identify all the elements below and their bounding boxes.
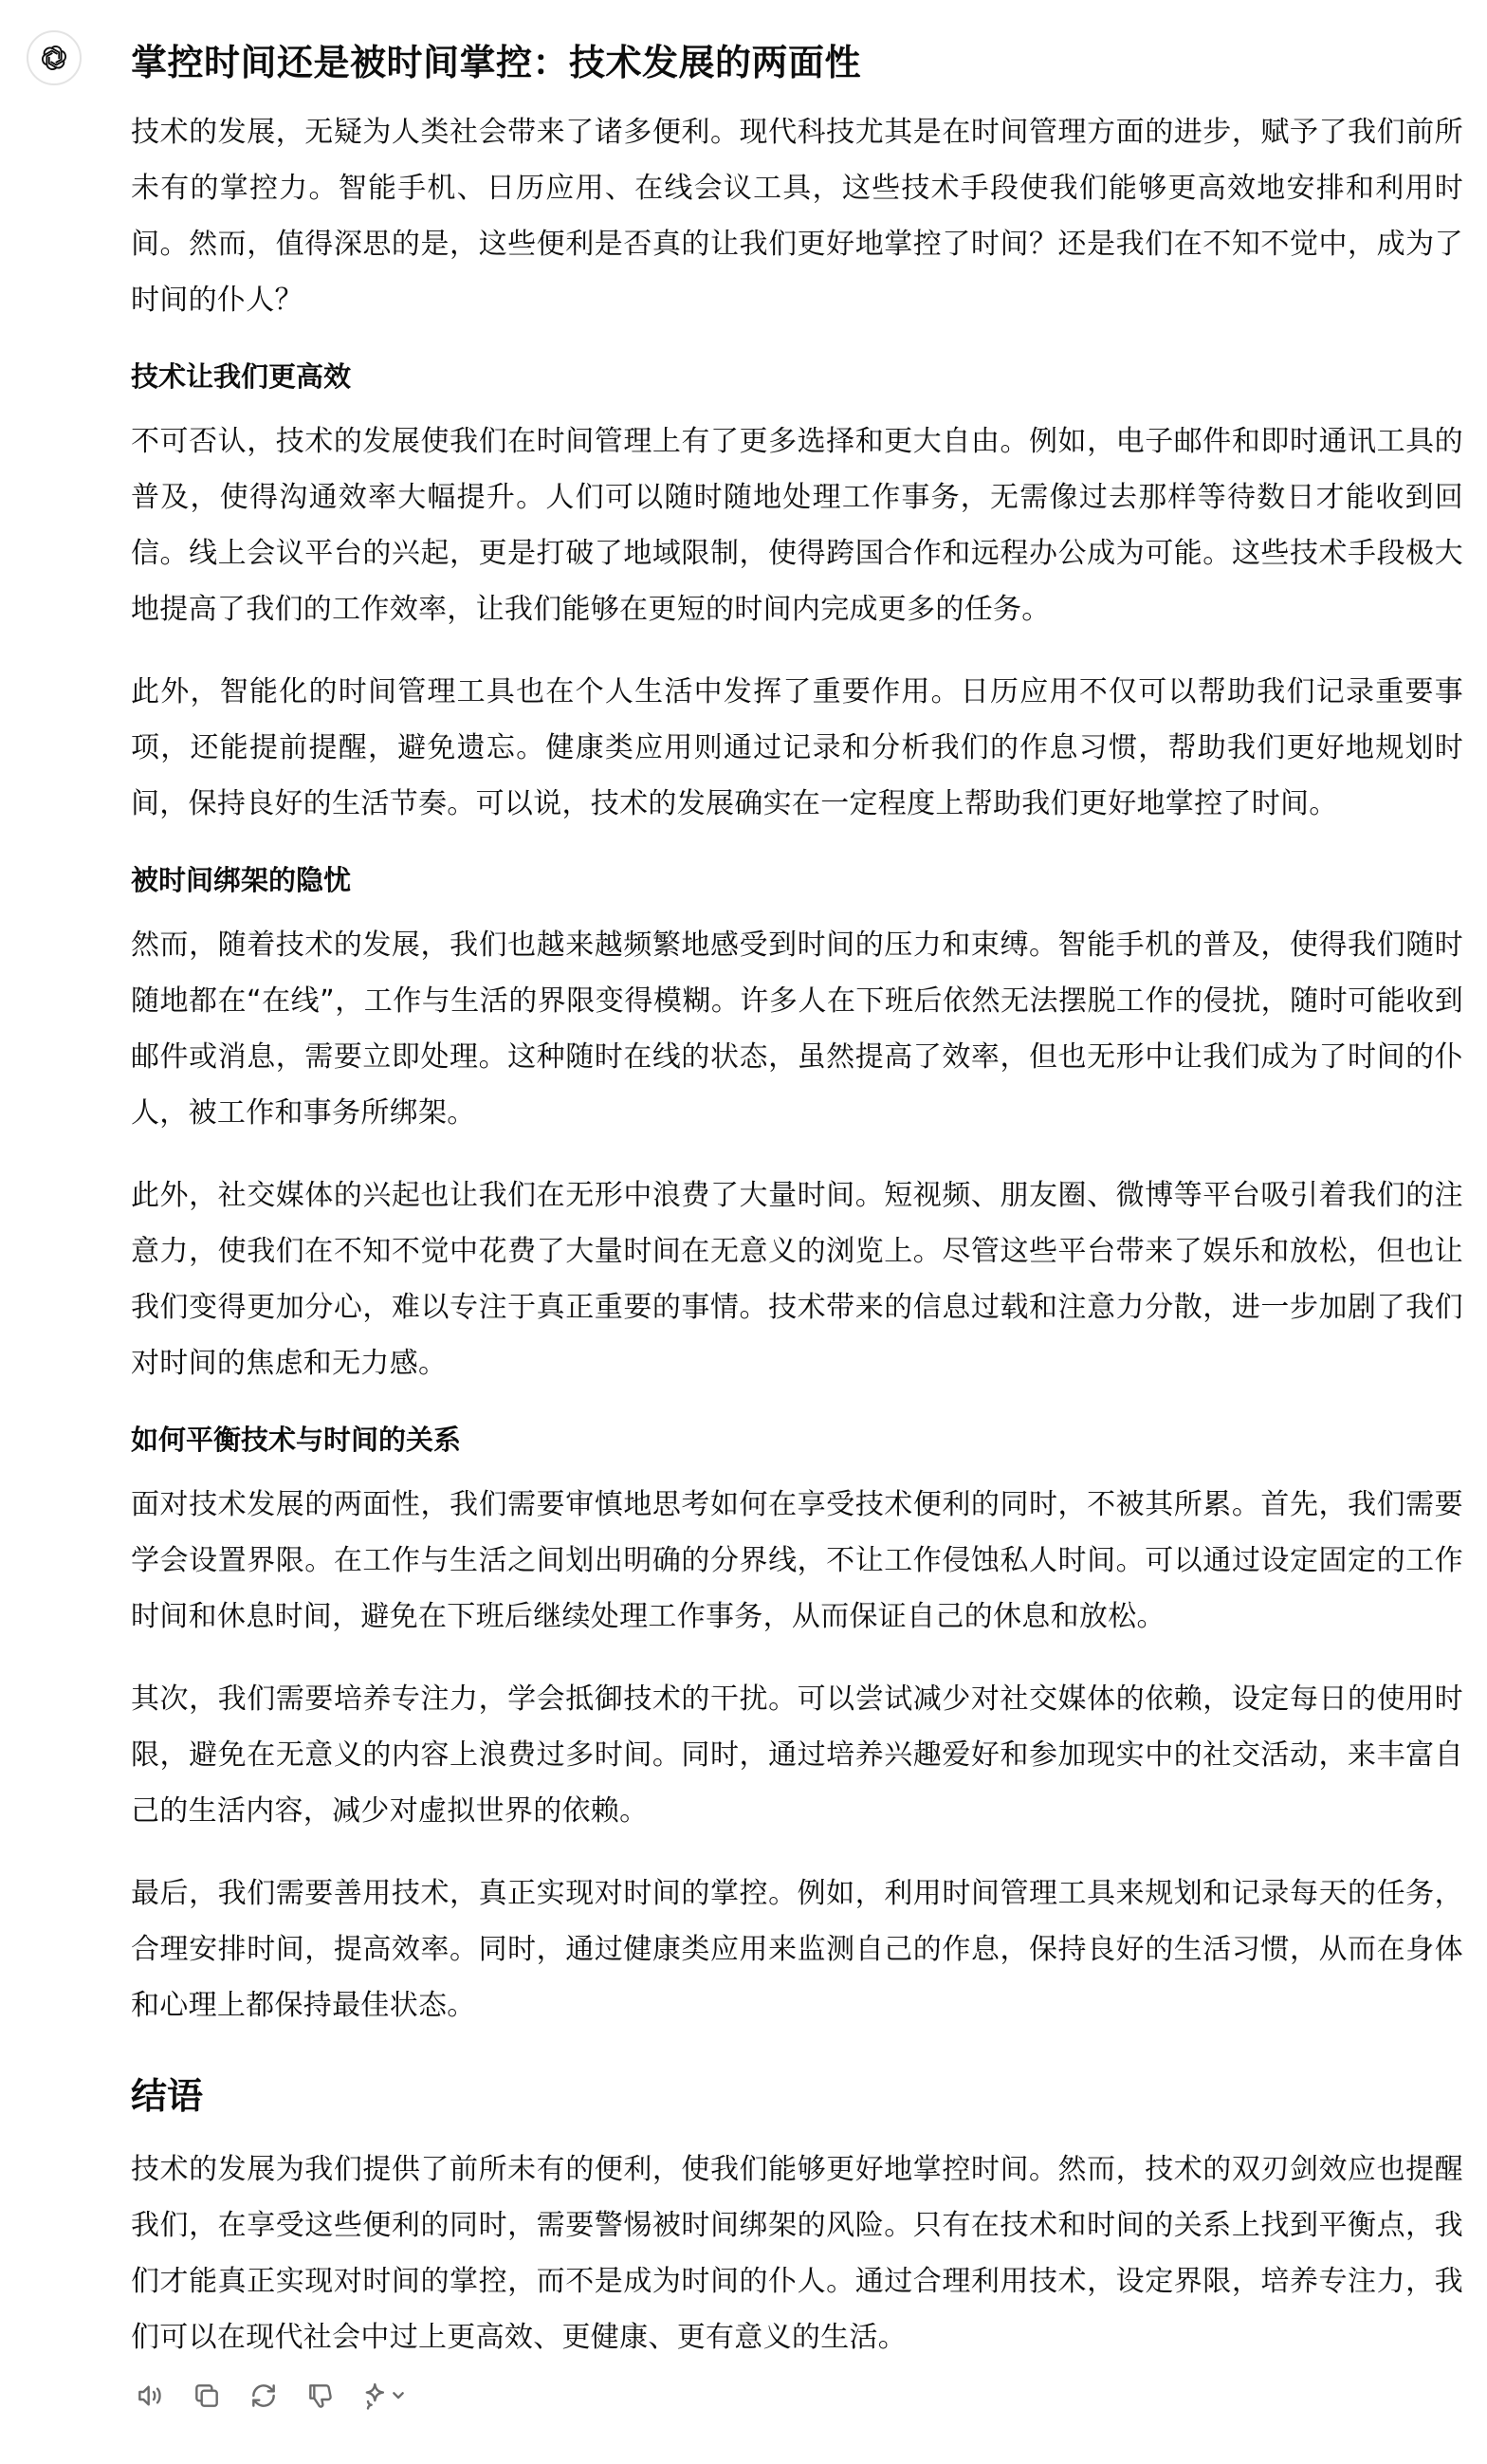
section-heading-balance: 如何平衡技术与时间的关系 <box>131 1424 462 1456</box>
conclusion-heading: 结语 <box>131 2075 204 2117</box>
paragraph: 此外，智能化的时间管理工具也在个人生活中发挥了重要作用。日历应用不仅可以帮助我们记录重要事项，还能提前提醒，避免遗忘。健康类应用则通过记录和分析我们的作息习惯，帮助我们更好地规划时间，保持良好的生活节奏。可以说，技术的发展确实在一定程度上帮助我们更好地掌控了时间。 <box>131 675 1463 820</box>
copy-icon <box>192 2381 222 2411</box>
conclusion-paragraph: 技术的发展为我们提供了前所未有的便利，使我们能够更好地掌控时间。然而，技术的双刃剑效应也提醒我们，在享受这些便利的同时，需要警惕被时间绑架的风险。只有在技术和时间的关系上找到平衡点，我们才能真正实现对时间的掌控，而不是成为时间的仆人。通过合理利用技术，设定界限，培养专注力，我们可以在现代社会中过上更高效、更健康、更有意义的生活。 <box>131 2153 1463 2354</box>
change-model-button[interactable] <box>353 2371 417 2420</box>
paragraph: 面对技术发展的两面性，我们需要审慎地思考如何在享受技术便利的同时，不被其所累。首先，我们需要学会设置界限。在工作与生活之间划出明确的分界线，不让工作侵蚀私人时间。可以通过设定固定的工作时间和休息时间，避免在下班后继续处理工作事务，从而保证自己的休息和放松。 <box>131 1488 1463 1633</box>
assistant-message <box>131 28 1463 2392</box>
regenerate-button[interactable] <box>239 2371 288 2420</box>
openai-logo-icon <box>38 42 70 74</box>
message-action-bar <box>125 2371 417 2420</box>
sparkle-model-icon <box>361 2381 409 2411</box>
assistant-avatar <box>27 30 82 85</box>
section-heading-efficiency: 技术让我们更高效 <box>131 360 352 393</box>
paragraph: 然而，随着技术的发展，我们也越来越频繁地感受到时间的压力和束缚。智能手机的普及，使得我们随时随地都在“在线”，工作与生活的界限变得模糊。许多人在下班后依然无法摆脱工作的侵扰，随时可能收到邮件或消息，需要立即处理。这种随时在线的状态，虽然提高了效率，但也无形中让我们成为了时间的仆人，被工作和事务所绑架。 <box>131 929 1463 1130</box>
read-aloud-button[interactable] <box>125 2371 174 2420</box>
message-title: 掌控时间还是被时间掌控：技术发展的两面性 <box>131 42 862 83</box>
paragraph: 不可否认，技术的发展使我们在时间管理上有了更多选择和更大自由。例如，电子邮件和即时通讯工具的普及，使得沟通效率大幅提升。人们可以随时随地处理工作事务，无需像过去那样等待数日才能收到回信。线上会议平台的兴起，更是打破了地域限制，使得跨国合作和远程办公成为可能。这些技术手段极大地提高了我们的工作效率，让我们能够在更短的时间内完成更多的任务。 <box>131 425 1463 626</box>
intro-paragraph: 技术的发展，无疑为人类社会带来了诸多便利。现代科技尤其是在时间管理方面的进步，赋予了我们前所未有的掌控力。智能手机、日历应用、在线会议工具，这些技术手段使我们能够更高效地安排和利用时间。然而，值得深思的是，这些便利是否真的让我们更好地掌控了时间？还是我们在不知不觉中，成为了时间的仆人？ <box>131 116 1463 317</box>
paragraph: 最后，我们需要善用技术，真正实现对时间的掌控。例如，利用时间管理工具来规划和记录每天的任务，合理安排时间，提高效率。同时，通过健康类应用来监测自己的作息，保持良好的生活习惯，从而在身体和心理上都保持最佳状态。 <box>131 1877 1463 2022</box>
paragraph: 此外，社交媒体的兴起也让我们在无形中浪费了大量时间。短视频、朋友圈、微博等平台吸引着我们的注意力，使我们在不知不觉中花费了大量时间在无意义的浏览上。尽管这些平台带来了娱乐和放松，但也让我们变得更加分心，难以专注于真正重要的事情。技术带来的信息过载和注意力分散，进一步加剧了我们对时间的焦虑和无力感。 <box>131 1179 1463 1380</box>
section-heading-concerns: 被时间绑架的隐忧 <box>131 864 352 896</box>
copy-button[interactable] <box>182 2371 231 2420</box>
bad-response-button[interactable] <box>296 2371 345 2420</box>
speaker-icon <box>135 2381 165 2411</box>
paragraph: 其次，我们需要培养专注力，学会抵御技术的干扰。可以尝试减少对社交媒体的依赖，设定每日的使用时限，避免在无意义的内容上浪费过多时间。同时，通过培养兴趣爱好和参加现实中的社交活动，来丰富自己的生活内容，减少对虚拟世界的依赖。 <box>131 1683 1463 1828</box>
regenerate-icon <box>248 2381 279 2411</box>
thumbs-down-icon <box>305 2381 336 2411</box>
